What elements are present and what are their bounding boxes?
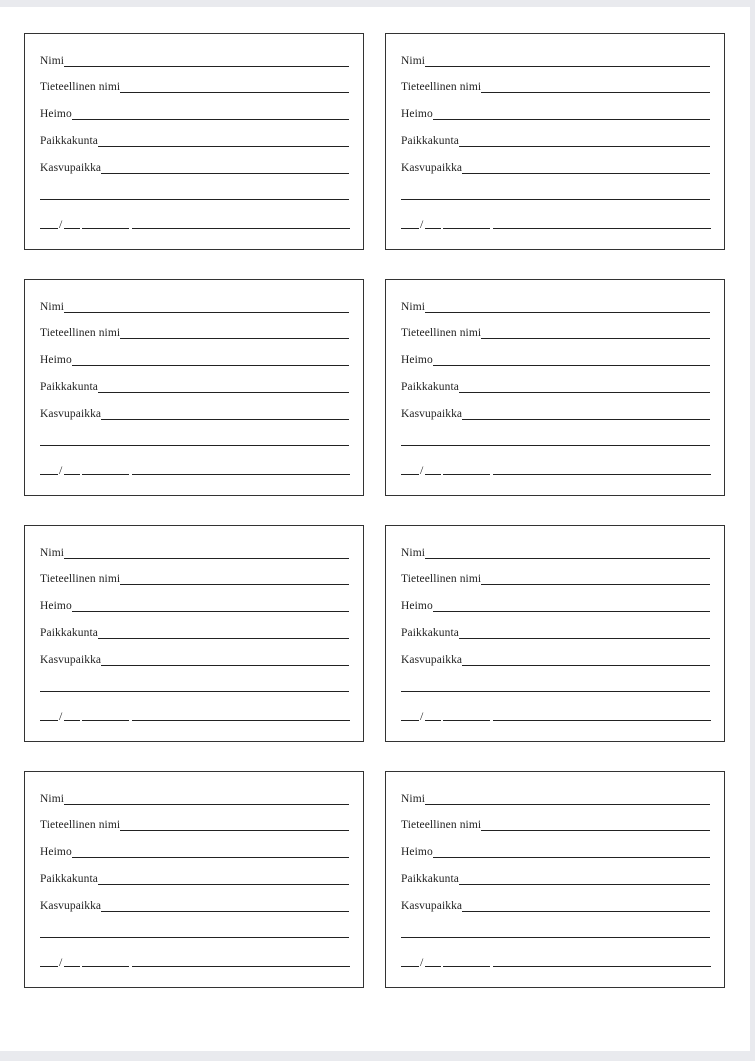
day-blank-line[interactable] <box>40 966 58 967</box>
month-blank-line[interactable] <box>64 474 80 475</box>
name-label: Nimi <box>40 793 65 805</box>
date-separator: / <box>420 955 424 969</box>
family-field <box>401 106 710 120</box>
day-blank-line[interactable] <box>401 966 419 967</box>
date-separator: / <box>420 217 424 231</box>
date-separator: / <box>59 217 63 231</box>
family-field <box>401 598 710 612</box>
year-blank-line[interactable] <box>82 474 129 475</box>
locality-field <box>401 625 710 639</box>
locality-label: Paikkakunta <box>401 873 459 885</box>
extra-blank-line[interactable] <box>40 199 349 200</box>
extra-blank-line[interactable] <box>40 691 349 692</box>
collector-blank-line[interactable] <box>493 228 711 229</box>
year-blank-line[interactable] <box>443 720 490 721</box>
family-field <box>40 844 349 858</box>
month-blank-line[interactable] <box>425 720 441 721</box>
day-blank-line[interactable] <box>401 228 419 229</box>
name-blank-line[interactable] <box>64 312 349 313</box>
locality-blank-line[interactable] <box>459 392 710 393</box>
date-collector-row <box>401 953 711 967</box>
scientific-name-blank-line[interactable] <box>120 584 349 585</box>
family-label: Heimo <box>401 108 433 120</box>
scientific-name-field <box>40 79 349 93</box>
locality-field <box>40 379 349 393</box>
locality-field <box>40 625 349 639</box>
year-blank-line[interactable] <box>82 966 129 967</box>
habitat-field <box>40 406 349 420</box>
name-blank-line[interactable] <box>425 66 710 67</box>
extra-blank-line[interactable] <box>401 691 710 692</box>
scientific-name-field <box>40 325 349 339</box>
habitat-field <box>401 652 710 666</box>
scientific-name-field <box>40 571 349 585</box>
name-blank-line[interactable] <box>64 66 349 67</box>
year-blank-line[interactable] <box>443 474 490 475</box>
scientific-name-blank-line[interactable] <box>481 584 710 585</box>
scientific-name-blank-line[interactable] <box>481 92 710 93</box>
habitat-blank-line[interactable] <box>101 665 349 666</box>
family-blank-line[interactable] <box>433 857 710 858</box>
date-collector-row <box>401 707 711 721</box>
collector-blank-line[interactable] <box>493 966 711 967</box>
habitat-label: Kasvupaikka <box>401 900 463 912</box>
locality-field <box>40 133 349 147</box>
name-label: Nimi <box>40 55 65 67</box>
name-blank-line[interactable] <box>64 558 349 559</box>
habitat-label: Kasvupaikka <box>40 654 102 666</box>
scientific-name-label: Tieteellinen nimi <box>40 327 121 339</box>
specimen-label-card <box>385 33 725 250</box>
specimen-label-card <box>385 771 725 988</box>
habitat-blank-line[interactable] <box>101 419 349 420</box>
date-separator: / <box>59 709 63 723</box>
name-field <box>40 53 349 67</box>
habitat-field <box>40 652 349 666</box>
scientific-name-label: Tieteellinen nimi <box>40 573 121 585</box>
locality-field <box>40 871 349 885</box>
habitat-blank-line[interactable] <box>462 665 710 666</box>
habitat-field <box>401 160 710 174</box>
month-blank-line[interactable] <box>64 228 80 229</box>
year-blank-line[interactable] <box>443 966 490 967</box>
date-collector-row <box>40 461 350 475</box>
date-collector-row <box>40 707 350 721</box>
locality-blank-line[interactable] <box>98 392 349 393</box>
family-field <box>40 598 349 612</box>
locality-label: Paikkakunta <box>40 873 98 885</box>
year-blank-line[interactable] <box>82 720 129 721</box>
family-blank-line[interactable] <box>72 365 349 366</box>
date-collector-row <box>401 461 711 475</box>
specimen-label-card <box>385 525 725 742</box>
scientific-name-label: Tieteellinen nimi <box>401 573 482 585</box>
habitat-label: Kasvupaikka <box>401 654 463 666</box>
scientific-name-label: Tieteellinen nimi <box>401 819 482 831</box>
name-field <box>40 791 349 805</box>
date-separator: / <box>420 463 424 477</box>
family-blank-line[interactable] <box>72 611 349 612</box>
family-blank-line[interactable] <box>433 611 710 612</box>
locality-label: Paikkakunta <box>401 381 459 393</box>
collector-blank-line[interactable] <box>132 474 350 475</box>
date-separator: / <box>59 955 63 969</box>
habitat-label: Kasvupaikka <box>401 162 463 174</box>
family-label: Heimo <box>401 354 433 366</box>
scientific-name-field <box>401 571 710 585</box>
specimen-label-card <box>385 279 725 496</box>
extra-field <box>40 432 349 446</box>
locality-blank-line[interactable] <box>459 146 710 147</box>
habitat-label: Kasvupaikka <box>401 408 463 420</box>
specimen-label-card <box>24 525 364 742</box>
collector-blank-line[interactable] <box>493 720 711 721</box>
month-blank-line[interactable] <box>425 966 441 967</box>
day-blank-line[interactable] <box>40 228 58 229</box>
family-blank-line[interactable] <box>433 365 710 366</box>
family-field <box>40 106 349 120</box>
month-blank-line[interactable] <box>425 474 441 475</box>
day-blank-line[interactable] <box>401 474 419 475</box>
extra-field <box>401 186 710 200</box>
locality-label: Paikkakunta <box>40 381 98 393</box>
day-blank-line[interactable] <box>401 720 419 721</box>
date-separator: / <box>59 463 63 477</box>
locality-field <box>401 379 710 393</box>
habitat-label: Kasvupaikka <box>40 408 102 420</box>
name-field <box>40 545 349 559</box>
name-blank-line[interactable] <box>425 558 710 559</box>
scientific-name-label: Tieteellinen nimi <box>40 819 121 831</box>
day-blank-line[interactable] <box>40 720 58 721</box>
name-label: Nimi <box>401 301 426 313</box>
collector-blank-line[interactable] <box>493 474 711 475</box>
family-label: Heimo <box>40 354 72 366</box>
extra-blank-line[interactable] <box>401 445 710 446</box>
scientific-name-field <box>401 817 710 831</box>
locality-label: Paikkakunta <box>40 135 98 147</box>
family-field <box>40 352 349 366</box>
habitat-blank-line[interactable] <box>462 173 710 174</box>
label-sheet-page <box>0 7 750 1051</box>
habitat-blank-line[interactable] <box>462 419 710 420</box>
date-collector-row <box>40 953 350 967</box>
family-blank-line[interactable] <box>72 857 349 858</box>
collector-blank-line[interactable] <box>132 720 350 721</box>
scientific-name-field <box>401 79 710 93</box>
month-blank-line[interactable] <box>64 966 80 967</box>
name-label: Nimi <box>401 547 426 559</box>
family-label: Heimo <box>401 600 433 612</box>
locality-blank-line[interactable] <box>98 884 349 885</box>
day-blank-line[interactable] <box>40 474 58 475</box>
scientific-name-label: Tieteellinen nimi <box>401 327 482 339</box>
specimen-label-card <box>24 771 364 988</box>
family-field <box>401 844 710 858</box>
extra-blank-line[interactable] <box>401 199 710 200</box>
name-field <box>401 299 710 313</box>
habitat-blank-line[interactable] <box>462 911 710 912</box>
scientific-name-blank-line[interactable] <box>120 92 349 93</box>
date-separator: / <box>420 709 424 723</box>
name-field <box>401 53 710 67</box>
habitat-label: Kasvupaikka <box>40 162 102 174</box>
name-blank-line[interactable] <box>64 804 349 805</box>
locality-field <box>401 133 710 147</box>
extra-field <box>401 432 710 446</box>
scientific-name-blank-line[interactable] <box>481 338 710 339</box>
habitat-blank-line[interactable] <box>101 173 349 174</box>
extra-blank-line[interactable] <box>401 937 710 938</box>
family-label: Heimo <box>40 600 72 612</box>
family-label: Heimo <box>40 846 72 858</box>
locality-blank-line[interactable] <box>459 638 710 639</box>
scientific-name-field <box>40 817 349 831</box>
habitat-field <box>401 898 710 912</box>
specimen-label-card <box>24 33 364 250</box>
family-field <box>401 352 710 366</box>
locality-label: Paikkakunta <box>40 627 98 639</box>
name-field <box>40 299 349 313</box>
family-label: Heimo <box>40 108 72 120</box>
scientific-name-blank-line[interactable] <box>120 830 349 831</box>
scientific-name-label: Tieteellinen nimi <box>401 81 482 93</box>
locality-blank-line[interactable] <box>459 884 710 885</box>
collector-blank-line[interactable] <box>132 228 350 229</box>
locality-blank-line[interactable] <box>98 638 349 639</box>
habitat-field <box>401 406 710 420</box>
locality-label: Paikkakunta <box>401 627 459 639</box>
habitat-label: Kasvupaikka <box>40 900 102 912</box>
name-blank-line[interactable] <box>425 312 710 313</box>
name-label: Nimi <box>401 55 426 67</box>
name-label: Nimi <box>40 301 65 313</box>
extra-field <box>40 924 349 938</box>
extra-blank-line[interactable] <box>40 445 349 446</box>
extra-field <box>401 678 710 692</box>
extra-field <box>401 924 710 938</box>
specimen-label-card <box>24 279 364 496</box>
name-blank-line[interactable] <box>425 804 710 805</box>
year-blank-line[interactable] <box>82 228 129 229</box>
locality-label: Paikkakunta <box>401 135 459 147</box>
habitat-field <box>40 160 349 174</box>
name-field <box>401 545 710 559</box>
name-field <box>401 791 710 805</box>
extra-field <box>40 186 349 200</box>
locality-field <box>401 871 710 885</box>
extra-field <box>40 678 349 692</box>
scientific-name-blank-line[interactable] <box>481 830 710 831</box>
scientific-name-blank-line[interactable] <box>120 338 349 339</box>
month-blank-line[interactable] <box>64 720 80 721</box>
year-blank-line[interactable] <box>443 228 490 229</box>
habitat-field <box>40 898 349 912</box>
date-collector-row <box>40 215 350 229</box>
month-blank-line[interactable] <box>425 228 441 229</box>
family-blank-line[interactable] <box>433 119 710 120</box>
scientific-name-label: Tieteellinen nimi <box>40 81 121 93</box>
family-blank-line[interactable] <box>72 119 349 120</box>
locality-blank-line[interactable] <box>98 146 349 147</box>
family-label: Heimo <box>401 846 433 858</box>
habitat-blank-line[interactable] <box>101 911 349 912</box>
name-label: Nimi <box>40 547 65 559</box>
date-collector-row <box>401 215 711 229</box>
scientific-name-field <box>401 325 710 339</box>
collector-blank-line[interactable] <box>132 966 350 967</box>
name-label: Nimi <box>401 793 426 805</box>
extra-blank-line[interactable] <box>40 937 349 938</box>
